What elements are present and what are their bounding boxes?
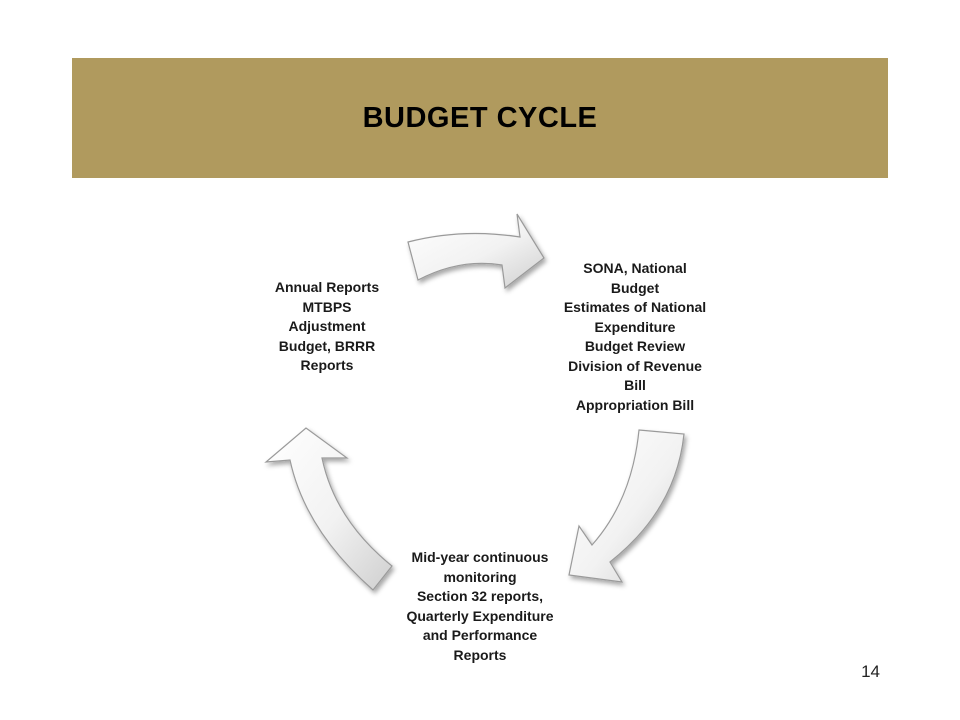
cycle-node-national-budget: SONA, National Budget Estimates of National Expenditure Budget Review Division of Revenue Bill Appropriation Bill <box>563 260 707 413</box>
arrow-left <box>266 428 392 590</box>
slide-number: 14 <box>861 662 880 681</box>
arrow-top <box>408 214 544 288</box>
cycle-node-monitoring: Mid-year continuous monitoring Section 32 reports, Quarterly Expenditure and Performance Reports <box>406 549 554 663</box>
slide-title: BUDGET CYCLE <box>362 101 598 134</box>
arrow-right <box>569 430 684 582</box>
cycle-node-annual-reports: Annual Reports MTBPS Adjustment Budget, BRRR Reports <box>274 279 380 373</box>
